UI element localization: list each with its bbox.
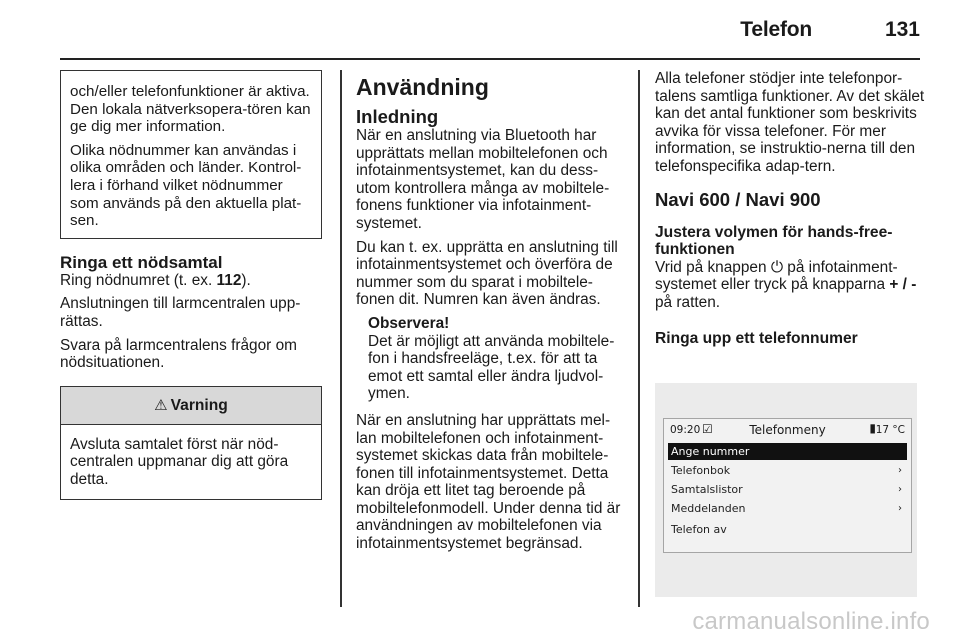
- chevron-right-icon: ›: [898, 465, 902, 476]
- warning-icon: ⚠: [154, 396, 168, 414]
- observation-note: [368, 315, 624, 403]
- column-left: [60, 70, 322, 500]
- menu-item-messages[interactable]: Meddelanden ›: [671, 502, 902, 515]
- subheading-introduction: Inledning: [356, 106, 439, 127]
- phone-connected-icon: ☑: [702, 422, 713, 436]
- volume-buttons-label: + / -: [889, 276, 917, 294]
- paragraph: Vrid på knappen ⏻ på infotainment-systemet eller tryck på knapparna + / - på ratten.: [655, 258, 917, 311]
- column-right: [655, 70, 925, 347]
- warning-title: Varning: [170, 396, 228, 414]
- emergency-number: 112: [216, 271, 242, 289]
- menu-item-phonebook[interactable]: Telefonbok ›: [671, 464, 902, 477]
- note-paragraph: och/eller telefonfunktioner är aktiva. Den lokala nätverksopera-tören kan ge dig mer information.: [70, 83, 311, 136]
- menu-item-phone-off[interactable]: Telefon av: [671, 523, 727, 536]
- subheading-dial-number: Ringa upp ett telefonnumer: [655, 329, 858, 347]
- paragraph: Du kan t. ex. upprätta en anslutning till infotainmentsystemet och överföra de nummer som du sparat i mobiltele-fonen dit. Numren kan även ändras.: [356, 238, 618, 309]
- paragraph: Anslutningen till larmcentralen upp-rättas.: [60, 295, 301, 330]
- screen-menu: [668, 443, 907, 540]
- paragraph: Ring nödnumret (t. ex. 112).: [60, 271, 251, 289]
- watermark: carmanualsonline.info: [692, 608, 930, 635]
- observation-text: Det är möjligt att använda mobiltele-fon i handsfreeläge, t.ex. för att ta emot ett samtal eller ändra ljudvol-ymen.: [368, 332, 615, 403]
- warning-text: Avsluta samtalet först när nöd-centralen uppmanar dig att göra detta.: [70, 435, 289, 488]
- subheading-volume: Justera volymen för hands-free-funktionen: [655, 223, 893, 259]
- column-middle: [356, 70, 624, 553]
- infotainment-screen-figure: [655, 383, 917, 597]
- phone-battery-icon: ▮: [869, 421, 876, 435]
- note-box: [60, 70, 322, 239]
- paragraph: Alla telefoner stödjer inte telefonpor-talens samtliga funktioner. Av det skälet kan det antal funktioner som beskrivits avvika för vissa telefoner. För mer information, se instruktio-nerna till den telefonspecifika adap-tern.: [655, 70, 925, 175]
- infotainment-screen: [663, 418, 912, 553]
- section-heading-navi: Navi 600 / Navi 900: [655, 188, 821, 210]
- page-header-title: Telefon: [740, 18, 812, 41]
- page-number: 131: [884, 18, 920, 41]
- column-divider: [638, 70, 640, 607]
- screen-title: Telefonmeny: [749, 423, 826, 437]
- power-knob-icon: ⏻: [770, 258, 783, 276]
- warning-box: [60, 386, 322, 500]
- header-rule: [60, 58, 920, 60]
- paragraph: Svara på larmcentralens frågor om nödsituationen.: [60, 336, 297, 372]
- column-divider: [340, 70, 342, 607]
- section-heading-usage: Användning: [356, 74, 489, 100]
- paragraph: När en anslutning via Bluetooth har upprättats mellan mobiltelefonen och infotainmentsystemet, kan du dess-utom kontrollera många av mobiltele-fonens funktioner via infotainment-systemet.: [356, 127, 610, 232]
- observation-title: Observera!: [368, 314, 450, 332]
- screen-time: 09:20: [670, 424, 701, 436]
- menu-item-call-lists[interactable]: Samtalslistor ›: [671, 483, 902, 496]
- screen-status-bar: [664, 419, 911, 441]
- chevron-right-icon: ›: [898, 484, 902, 495]
- section-heading-emergency-call: Ringa ett nödsamtal: [60, 252, 223, 272]
- screen-temperature: 17 °C: [875, 424, 905, 436]
- paragraph: När en anslutning har upprättats mel-lan mobiltelefonen och infotainment-systemet skickas data från mobiltele-fonen till infotainmentsystemet. Detta kan dröja ett litet tag beroende på mobiltelefonmodell. Under denna tid är användningen av mobiltelefonen via infotainmentsystemet begränsad.: [356, 411, 621, 553]
- note-paragraph: Olika nödnummer kan användas i olika områden och länder. Kontrol-lera i förhand vilket nödnummer som används på den aktuella plat-sen.: [70, 141, 302, 230]
- chevron-right-icon: ›: [898, 503, 902, 514]
- menu-item-enter-number[interactable]: Ange nummer: [668, 443, 907, 460]
- warning-header: [61, 387, 321, 425]
